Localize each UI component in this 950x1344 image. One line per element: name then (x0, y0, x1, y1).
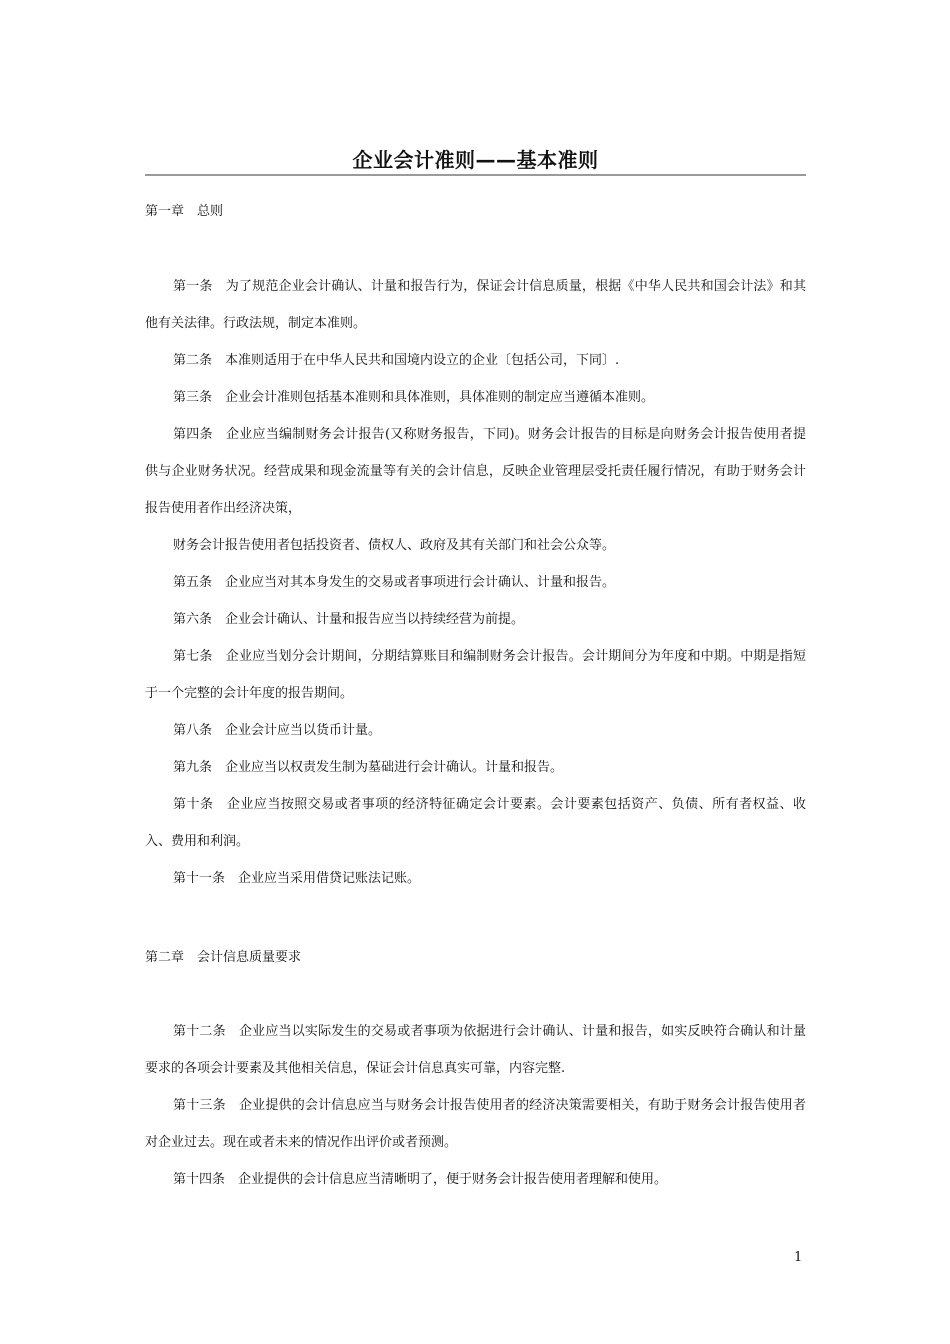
chapter-heading-2: 第二章 会计信息质量要求 (145, 950, 302, 965)
title-underline (145, 174, 806, 176)
article-1: 第一条 为了规范企业会计确认、计量和报告行为，保证会计信息质量，根据《中华人民共和国会计法》和其他有关法律。行政法规，制定本准则。 (145, 279, 806, 331)
article-9: 第九条 企业应当以权责发生制为墓础进行会计确认。计量和报告。 (173, 760, 564, 775)
article-12: 第十二条 企业应当以实际发生的交易或者事项为依据进行会计确认、计量和报告，如实反映符合确认和计量要求的各项会计要素及其他相关信息，保证会计信息真实可靠，内容完整. (145, 1024, 806, 1076)
article-7: 第七条 企业应当划分会计期间，分期结算账目和编制财务会计报告。会计期间分为年度和中期。中期是指短于一个完整的会计年度的报告期间。 (145, 649, 806, 701)
article-4: 第四条 企业应当编制财务会计报告(又称财务报告，下同)。财务会计报告的目标是向财务会计报告使用者提供与企业财务状况。经营成果和现金流量等有关的会计信息，反映企业管理层受托责任履行情况，有助于财务会计报告使用者作出经济决策， (145, 427, 806, 516)
article-14: 第十四条 企业提供的会计信息应当清晰明了，便于财务会计报告使用者理解和使用。 (173, 1172, 668, 1187)
page-number: 1 (794, 1250, 803, 1265)
article-5: 第五条 企业应当对其本身发生的交易或者事项进行会计确认、计量和报告。 (173, 575, 616, 590)
article-3: 第三条 企业会计准则包括基本准则和具体准则，具体准则的制定应当遵循本准则。 (173, 390, 655, 405)
article-13: 第十三条 企业提供的会计信息应当与财务会计报告使用者的经济决策需要相关，有助于财务会计报告使用者对企业过去。现在或者未来的情况作出评价或者预测。 (145, 1098, 806, 1150)
article-6: 第六条 企业会计确认、计量和报告应当以持续经营为前提。 (173, 612, 525, 627)
article-8: 第八条 企业会计应当以货币计量。 (173, 723, 382, 738)
article-10: 第十条 企业应当按照交易或者事项的经济特征确定会计要素。会计要素包括资产、负债、所有者权益、收入、费用和利润。 (145, 797, 806, 849)
article-11: 第十一条 企业应当采用借贷记账法记账。 (173, 871, 421, 886)
article-4-continued: 财务会计报告使用者包括投资者、债权人、政府及其有关部门和社会公众等。 (173, 538, 616, 553)
chapter-heading-1: 第一章 总则 (145, 204, 224, 219)
document-title: 企业会计准则——基本准则 (352, 148, 599, 172)
article-2: 第二条 本准则适用于在中华人民共和国境内设立的企业〔包括公司，下同〕. (173, 353, 620, 368)
